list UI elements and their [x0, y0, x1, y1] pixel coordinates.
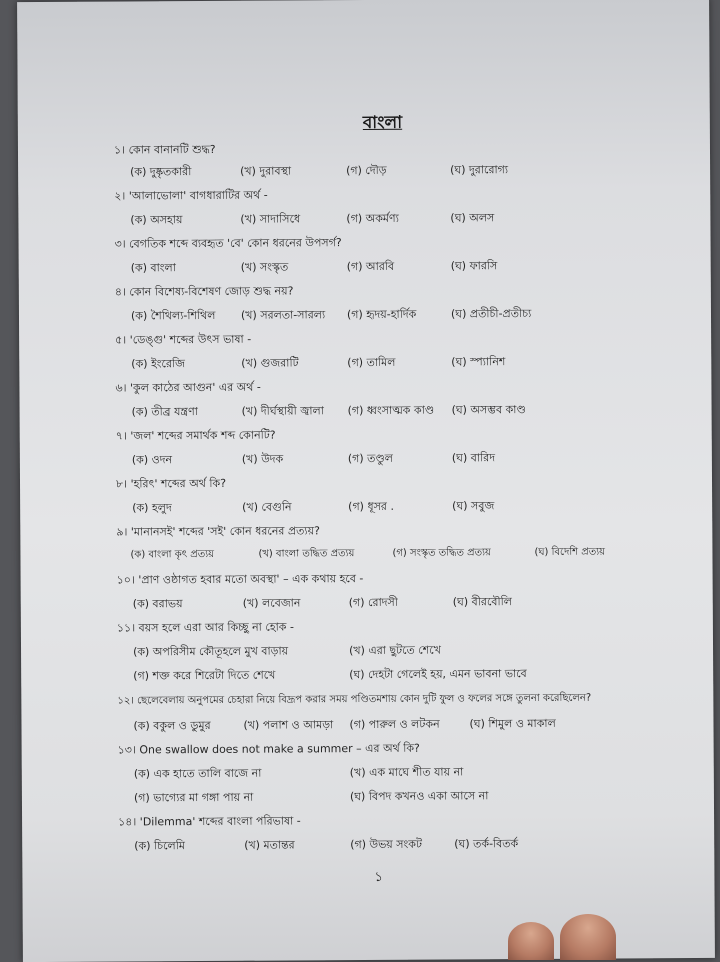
q1-option-b: (খ) দুরাবস্থা	[240, 164, 292, 178]
question-2: ২। 'আলাভোলা' বাগধারাটির অর্থ -	[114, 188, 268, 203]
q8-option-a: (ক) হলুদ	[132, 501, 172, 515]
q2-option-d: (ঘ) অলস	[450, 211, 495, 225]
q13-option-c: (গ) ভাগ্যের মা গঙ্গা পায় না	[133, 790, 254, 805]
q5-option-c: (গ) তামিল	[347, 355, 396, 370]
question-3: ৩। বেগতিক শব্দে ব্যবহৃত 'বে' কোন ধরনের উপসর্গ?	[114, 236, 342, 251]
q12-option-c: (গ) পারুল ও লটকন	[349, 717, 440, 732]
q10-option-a: (ক) বরাভয়	[132, 597, 183, 611]
q1-option-c: (গ) দৌড়	[346, 163, 387, 178]
q8-option-b: (খ) বেগুনি	[242, 500, 292, 514]
finger	[560, 914, 616, 960]
question-1: ১। কোন বানানটি শুদ্ধ?	[113, 142, 216, 157]
q12-option-d: (ঘ) শিমুল ও মাকাল	[469, 716, 556, 731]
q6-option-b: (খ) দীর্ঘস্থায়ী জ্বালা	[241, 404, 324, 418]
q2-option-b: (খ) সাদাসিধে	[240, 212, 301, 226]
q7-option-b: (খ) উদক	[241, 452, 284, 466]
q3-option-c: (গ) আরবি	[346, 259, 395, 274]
q6-option-a: (ক) তীব্র যন্ত্রণা	[131, 405, 198, 419]
q4-option-d: (ঘ) প্রতীচী-প্রতীচ্য	[450, 306, 532, 321]
q3-option-d: (ঘ) ফারসি	[450, 259, 498, 273]
exam-paper	[17, 0, 715, 962]
question-14: ১৪। 'Dilemma' শব্দের বাংলা পরিভাষা -	[118, 814, 301, 829]
q9-option-d: (ঘ) বিদেশি প্রত্যয়	[534, 546, 606, 558]
q10-option-d: (ঘ) বীরবৌলি	[452, 595, 513, 609]
q4-option-b: (খ) সরলতা-সারল্য	[240, 308, 326, 322]
q6-option-d: (ঘ) অসম্ভব কাণ্ড	[451, 403, 526, 417]
q4-option-a: (ক) শৈথিল্য-শিথিল	[130, 308, 216, 323]
q10-option-b: (খ) লবেজান	[242, 596, 301, 610]
q1-option-d: (ঘ) দুরারোগ্য	[450, 163, 509, 177]
q5-option-b: (খ) গুজরাটি	[241, 356, 299, 370]
question-10: ১০। 'প্রাণ ওষ্ঠাগত হবার মতো অবস্থা' – এক কথায় হবে -	[116, 572, 364, 587]
finger	[508, 922, 554, 960]
question-11: ১১। বয়স হলে এরা আর কিচ্ছু না হোক -	[116, 620, 294, 635]
q14-option-c: (গ) উভয় সংকট	[350, 837, 422, 852]
q9-option-a: (ক) বাংলা কৃৎ প্রত্যয়	[130, 548, 215, 561]
question-13: ১৩। One swallow does not make a summer – এর অর্থ কি?	[117, 741, 420, 757]
q2-option-c: (গ) অকর্মণ্য	[346, 211, 399, 226]
q13-option-a: (ক) এক হাতে তালি বাজে না	[133, 766, 262, 781]
q14-option-d: (ঘ) তর্ক-বিতর্ক	[454, 837, 519, 851]
q11-option-a: (ক) অপরিসীম কৌতূহলে মুখ বাড়ায়	[133, 644, 289, 659]
q2-option-a: (ক) অসহায়	[130, 213, 183, 227]
q13-option-d: (ঘ) বিপদ কখনও একা আসে না	[349, 789, 489, 804]
q14-option-a: (ক) চিলেমি	[134, 839, 186, 853]
question-4: ৪। কোন বিশেষ্য-বিশেষণ জোড় শুদ্ধ নয়?	[114, 284, 294, 299]
q5-option-d: (ঘ) স্প্যানিশ	[451, 355, 506, 369]
q7-option-a: (ক) ওদন	[131, 453, 173, 467]
q3-option-b: (খ) সংস্কৃত	[240, 260, 289, 274]
q7-option-d: (ঘ) বারিদ	[451, 451, 496, 465]
q6-option-c: (গ) ধ্বংসাত্মক কাণ্ড	[347, 403, 435, 418]
page-title: বাংলা	[362, 112, 403, 134]
q9-option-c: (গ) সংস্কৃত তদ্ধিত প্রত্যয়	[392, 547, 491, 559]
q11-option-c: (গ) শক্ত করে শিরেটা দিতে শেখে	[133, 668, 276, 683]
q7-option-c: (গ) তণ্ডুল	[347, 451, 393, 466]
q8-option-c: (গ) ধূসর .	[348, 499, 394, 514]
q4-option-c: (গ) হৃদয়-হার্দিক	[346, 307, 417, 322]
question-5: ৫। 'ডেঙ্গু' শব্দের উৎস ভাষা -	[115, 332, 252, 347]
q13-option-b: (খ) এক মাঘে শীত যায় না	[349, 765, 464, 780]
q11-option-b: (খ) এরা ছুটতে শেখে	[349, 643, 441, 658]
q11-option-d: (ঘ) দেহটা গেলেই হয়, এমন ভাবনা ভাবে	[349, 667, 527, 682]
question-8: ৮। 'হরিৎ' শব্দের অর্থ কি?	[115, 476, 227, 491]
q10-option-c: (গ) রোদসী	[348, 595, 398, 610]
question-12: ১২। ছেলেবেলায় অনুপমের চেহারা নিয়ে বিদ্রূপ করার সময় পণ্ডিতমশায় কোন দুটি ফুল ও ফলের সঙ্গে তুলনা করেছিলেন?	[117, 692, 592, 707]
page-number: ১	[374, 869, 383, 885]
q8-option-d: (ঘ) সবুজ	[452, 499, 495, 513]
q5-option-a: (ক) ইংরেজি	[131, 357, 186, 371]
q12-option-a: (ক) বকুল ও ডুমুর	[133, 718, 211, 733]
q1-option-a: (ক) দুষ্কৃতকারী	[130, 165, 192, 179]
q3-option-a: (ক) বাংলা	[130, 261, 176, 275]
q9-option-b: (খ) বাংলা তদ্ধিত প্রত্যয়	[258, 548, 355, 560]
question-7: ৭। 'জল' শব্দের সমার্থক শব্দ কোনটি?	[115, 428, 276, 443]
question-6: ৬। 'কুল কাঠের আগুন' এর অর্থ -	[115, 380, 261, 395]
q12-option-b: (খ) পলাশ ও আমড়া	[243, 718, 334, 732]
question-9: ৯। 'মানানসই' শব্দের 'সই' কোন ধরনের প্রত্যয়?	[116, 524, 320, 539]
q14-option-b: (খ) মতান্তর	[244, 838, 295, 852]
